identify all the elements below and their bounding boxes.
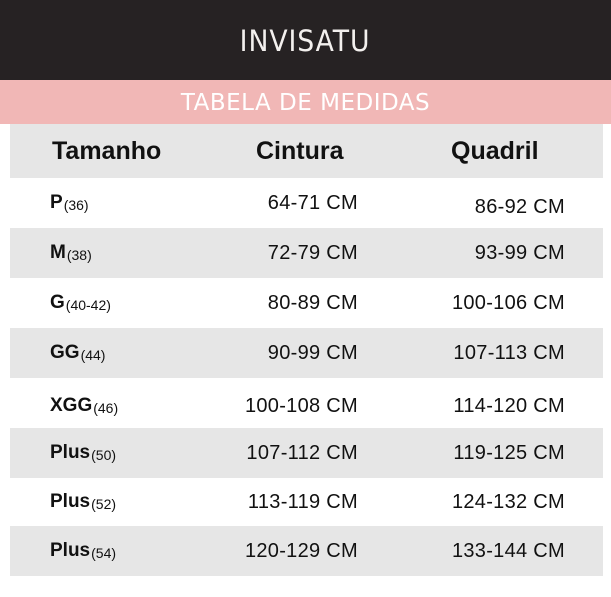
size-label: Plus [50,491,91,512]
hip-cell: 100-106 CM [451,291,565,314]
waist-cell: 100-108 CM [244,394,358,417]
table-row [10,428,603,478]
header-size: Tamanho [52,136,162,165]
hip-cell: 119-125 CM [453,441,565,464]
size-label: P [50,192,63,213]
table-title: TABELA DE MEDIDAS [180,90,431,116]
hip-cell: 86-92 CM [474,195,565,218]
waist-cell: 80-89 CM [267,291,358,314]
size-label: G [50,292,65,313]
brand-logo-text: INVISATU [240,23,371,58]
waist-cell: 107-112 CM [246,441,358,464]
size-number: (36) [63,196,89,213]
table-row [10,378,603,428]
waist-cell: 113-119 CM [247,490,358,513]
size-number: (46) [93,399,119,416]
size-cell [50,478,116,526]
hip-cell: 107-113 CM [453,341,565,364]
table-row [10,178,603,228]
table-header-row [10,124,603,178]
header-waist: Cintura [256,136,344,165]
table-row [10,228,603,278]
hip-cell: 124-132 CM [451,490,565,513]
size-cell [50,228,92,278]
table-row [10,478,603,526]
brand-header [0,0,611,80]
size-cell [50,328,105,378]
table-row [10,278,603,328]
hip-cell: 93-99 CM [474,241,565,264]
size-label: Plus [50,540,91,561]
size-cell [50,526,116,576]
size-number: (40-42) [65,296,111,313]
size-label: Plus [50,442,91,463]
hip-cell: 133-144 CM [451,539,565,562]
waist-cell: 90-99 CM [267,341,358,364]
size-cell [50,178,89,228]
size-number: (54) [91,544,117,561]
size-label: M [50,242,66,263]
size-number: (44) [80,346,106,363]
title-banner [0,80,611,124]
waist-cell: 120-129 CM [244,539,358,562]
hip-cell: 114-120 CM [453,394,565,417]
waist-cell: 64-71 CM [267,191,358,214]
waist-cell: 72-79 CM [267,241,358,264]
size-label: XGG [50,395,93,416]
size-label: GG [50,342,80,363]
size-number: (52) [91,495,117,512]
table-row [10,328,603,378]
size-cell [50,381,118,431]
size-number: (50) [91,446,117,463]
header-hip: Quadril [451,136,539,165]
table-row [10,526,603,576]
size-cell [50,428,116,478]
size-number: (38) [66,246,92,263]
size-cell [50,278,111,328]
